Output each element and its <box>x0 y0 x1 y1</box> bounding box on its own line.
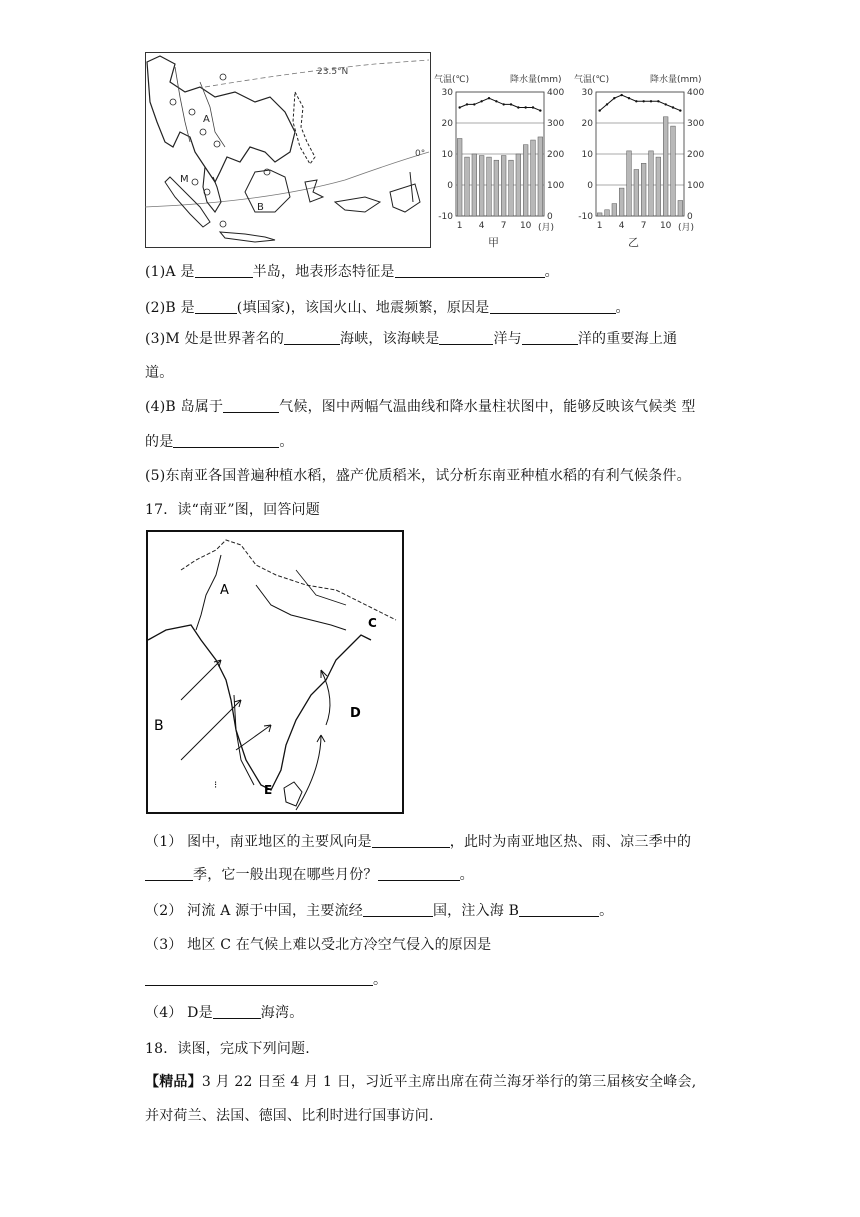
temperature-point <box>502 103 504 105</box>
q16-part3-cont: 道。 <box>145 365 174 381</box>
q16-part4: (4)B 岛属于 气候，图中两幅气温曲线和降水量柱状图中，能够反映该气候类 型 <box>145 399 696 415</box>
answer-blank[interactable] <box>195 299 237 314</box>
q17-title: 17．读“南亚”图，回答问题 <box>145 502 320 518</box>
temperature-point <box>473 103 475 105</box>
precip-bar <box>663 117 668 216</box>
right-tick-label: 0 <box>547 212 553 222</box>
precip-bar <box>531 140 536 216</box>
left-axis-title: 气温(℃) <box>434 75 470 85</box>
precip-bar <box>538 137 543 216</box>
temperature-point <box>510 103 512 105</box>
q17-part4: （4） D是 海湾。 <box>145 1005 304 1021</box>
climate-chart-jia <box>432 72 574 248</box>
precip-bar <box>634 170 639 217</box>
x-tick-label: 10 <box>519 221 532 231</box>
left-tick-label: 20 <box>581 119 593 129</box>
precip-bar <box>494 160 499 216</box>
answer-blank[interactable] <box>195 263 253 278</box>
q16-part2: (2)B 是 (填国家)，该国火山、地震频繁，原因是 。 <box>145 300 630 316</box>
right-tick-label: 300 <box>687 119 705 129</box>
answer-blank[interactable] <box>145 866 193 881</box>
left-tick-label: -10 <box>578 212 593 222</box>
precip-bar <box>523 145 528 216</box>
precip-bar <box>641 163 646 216</box>
precip-bar <box>465 157 470 216</box>
left-tick-label: 0 <box>587 181 593 191</box>
temperature-point <box>650 100 652 102</box>
answer-blank[interactable] <box>213 1004 261 1019</box>
temperature-point <box>458 106 460 108</box>
month-unit: (月) <box>678 223 695 233</box>
map-label-m: M <box>180 174 189 185</box>
precip-bar <box>612 204 617 216</box>
q17-part3-cont: 。 <box>145 971 387 989</box>
q18-text1: 【精品】3 月 22 日至 4 月 1 日，习近平主席出席在荷兰海牙举行的第三届核安全峰会, <box>145 1074 697 1090</box>
map-label-e: E <box>264 783 273 797</box>
answer-blank[interactable] <box>378 866 460 881</box>
map-label-a: A <box>220 583 229 598</box>
left-tick-label: 10 <box>581 150 593 160</box>
temperature-point <box>539 109 541 111</box>
left-tick-label: 10 <box>441 150 453 160</box>
q16-part4-cont: 的是 。 <box>145 434 294 450</box>
precip-bar <box>627 151 632 216</box>
temperature-point <box>613 97 615 99</box>
precip-bar <box>457 139 462 217</box>
q17-part2: （2） 河流 A 源于中国，主要流经 国，注入海 B 。 <box>145 903 614 919</box>
temperature-point <box>524 106 526 108</box>
temperature-point <box>642 100 644 102</box>
left-axis-title: 气温(℃) <box>574 75 610 85</box>
q16-part3: (3)M 处是世界著名的 海峡，该海峡是 洋与 洋的重要海上通 <box>145 331 678 347</box>
x-tick-label: 1 <box>596 221 603 231</box>
temperature-line <box>460 98 541 110</box>
temperature-point <box>488 97 490 99</box>
map-label-c: C <box>368 616 377 630</box>
climate-chart-yi <box>572 72 714 248</box>
x-tick-label: 7 <box>640 221 647 231</box>
chart-name: 乙 <box>628 236 639 248</box>
precip-bar <box>597 213 602 216</box>
temperature-point <box>657 100 659 102</box>
answer-blank[interactable] <box>522 330 578 345</box>
temperature-point <box>664 103 666 105</box>
temperature-point <box>620 94 622 96</box>
temperature-point <box>635 100 637 102</box>
q16-part5: (5)东南亚各国普遍种植水稻，盛产优质稻米，试分析东南亚种植水稻的有利气候条件。 <box>145 468 691 484</box>
left-tick-label: 20 <box>441 119 453 129</box>
precip-bar <box>479 156 484 216</box>
precip-bar <box>472 154 477 216</box>
chart-name: 甲 <box>488 236 499 248</box>
latitude-label: 23.5°N <box>317 67 349 77</box>
southeast-asia-map <box>145 52 431 248</box>
x-tick-label: 10 <box>659 221 672 231</box>
temperature-point <box>672 106 674 108</box>
left-tick-label: 30 <box>441 88 453 98</box>
q16-part1: (1)A 是 半岛，地表形态特征是 。 <box>145 264 559 280</box>
q18-text2: 并对荷兰、法国、德国、比利时进行国事访问. <box>145 1108 434 1124</box>
answer-blank[interactable] <box>372 833 450 848</box>
answer-blank[interactable] <box>395 263 545 278</box>
temperature-point <box>679 109 681 111</box>
answer-blank[interactable] <box>223 398 279 413</box>
month-unit: (月) <box>538 223 555 233</box>
right-tick-label: 0 <box>687 212 693 222</box>
precip-bar <box>649 151 654 216</box>
map-label-a: A <box>203 114 210 125</box>
precip-bar <box>501 156 506 216</box>
temperature-point <box>480 100 482 102</box>
map-label-b: B <box>154 718 164 734</box>
map-label-d: D <box>350 706 361 721</box>
temperature-point <box>495 100 497 102</box>
temperature-point <box>628 97 630 99</box>
right-tick-label: 100 <box>687 181 705 191</box>
left-tick-label: 30 <box>581 88 593 98</box>
left-tick-label: 0 <box>447 181 453 191</box>
precip-bar <box>605 210 610 216</box>
q18-tag: 【精品】 <box>145 1074 202 1090</box>
q17-part3: （3） 地区 C 在气候上难以受北方冷空气侵入的原因是 <box>145 937 492 953</box>
temperature-point <box>466 103 468 105</box>
precip-bar <box>619 188 624 216</box>
south-asia-map <box>146 530 404 814</box>
right-tick-label: 200 <box>687 150 705 160</box>
answer-blank[interactable] <box>284 330 340 345</box>
temperature-point <box>532 106 534 108</box>
x-tick-label: 4 <box>478 221 485 231</box>
right-tick-label: 400 <box>547 88 565 98</box>
precip-bar <box>509 160 514 216</box>
temperature-point <box>598 109 600 111</box>
answer-blank[interactable] <box>490 299 616 314</box>
right-tick-label: 400 <box>687 88 705 98</box>
x-tick-label: 7 <box>500 221 507 231</box>
right-tick-label: 100 <box>547 181 565 191</box>
temperature-point <box>517 106 519 108</box>
map-label-b: B <box>257 202 264 213</box>
answer-blank[interactable] <box>519 902 599 917</box>
temperature-line <box>600 95 681 111</box>
q17-part1-cont: 季，它一般出现在哪些月份？ 。 <box>145 866 474 884</box>
precip-bar <box>671 126 676 216</box>
equator-label: 0° <box>415 149 426 159</box>
q17-part1: （1） 图中，南亚地区的主要风向是 ，此时为南亚地区热、雨、凉三季中的 <box>145 834 692 850</box>
right-axis-title: 降水量(mm) <box>510 75 562 85</box>
x-tick-label: 4 <box>618 221 625 231</box>
right-tick-label: 200 <box>547 150 565 160</box>
x-tick-label: 1 <box>456 221 463 231</box>
left-tick-label: -10 <box>438 212 453 222</box>
answer-blank[interactable] <box>363 902 433 917</box>
answer-blank[interactable] <box>173 433 279 448</box>
right-axis-title: 降水量(mm) <box>650 75 702 85</box>
temperature-point <box>606 103 608 105</box>
answer-blank[interactable] <box>439 330 493 345</box>
precip-bar <box>487 157 492 216</box>
q18-title: 18．读图，完成下列问题. <box>145 1041 310 1057</box>
right-tick-label: 300 <box>547 119 565 129</box>
precip-bar <box>656 157 661 216</box>
answer-blank[interactable] <box>145 971 373 986</box>
precip-bar <box>678 201 683 217</box>
svg-text:⁝: ⁝ <box>214 780 218 791</box>
precip-bar <box>516 154 521 216</box>
